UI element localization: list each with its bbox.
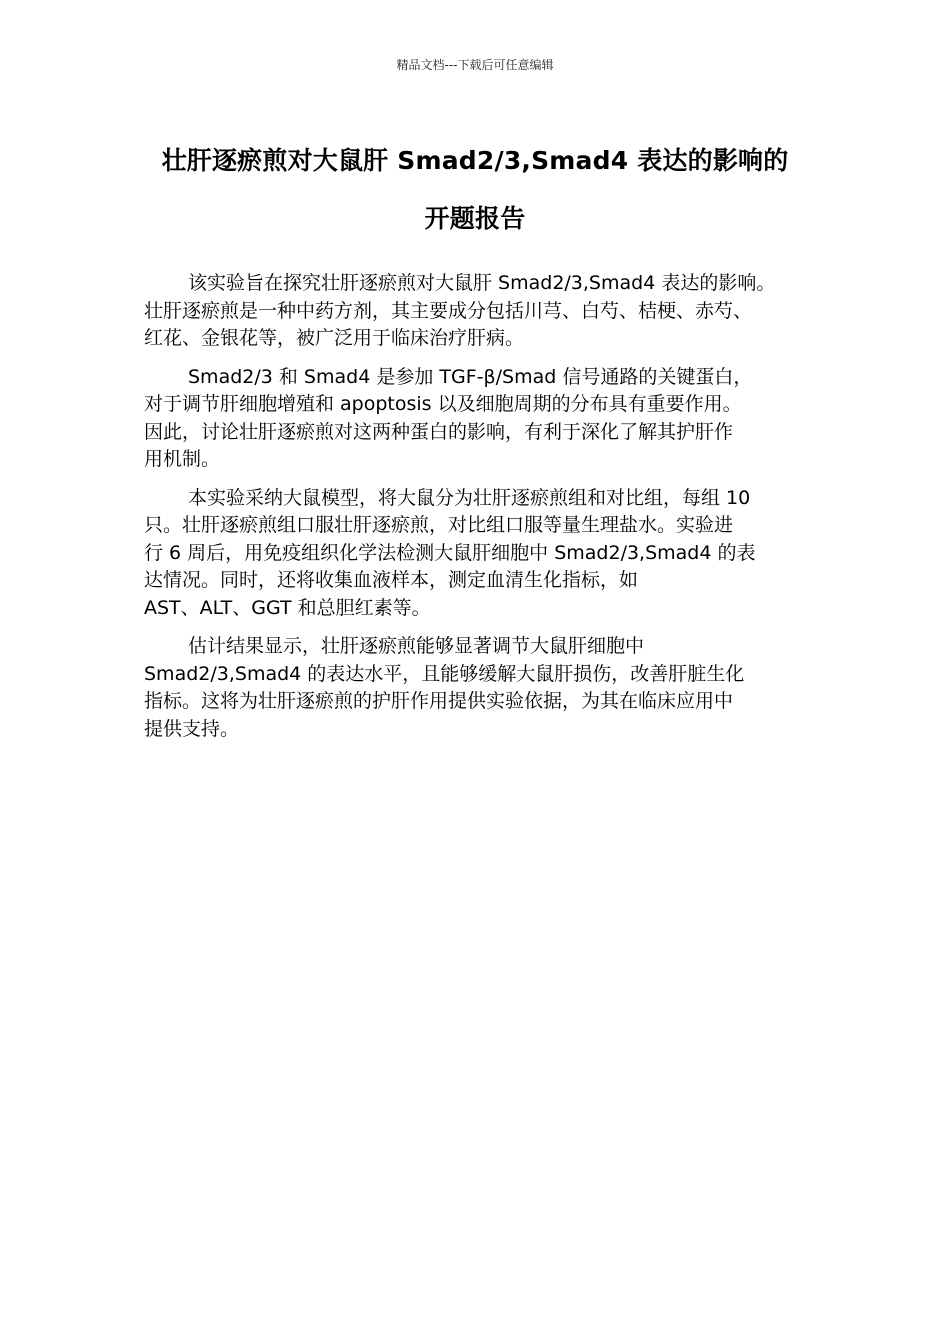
paragraph-line: AST、ALT、GGT 和总胆红素等。	[144, 596, 431, 619]
header-note: 精品文档---下载后可任意编辑	[396, 58, 554, 72]
paragraph-background	[144, 364, 812, 474]
paragraph-line: 指标。这将为壮肝逐瘀煎的护肝作用提供实验依据，为其在临床应用中	[144, 690, 734, 712]
document-body	[144, 270, 812, 754]
title-line: 壮肝逐瘀煎对大鼠肝 Smad2/3,Smad4 表达的影响的	[161, 146, 789, 175]
paragraph-line: 只。壮肝逐瘀煎组口服壮肝逐瘀煎，对比组口服等量生理盐水。实验进	[144, 514, 734, 536]
paragraph-line: 提供支持。	[144, 717, 240, 740]
paragraph-line: 红花、金银花等，被广泛用于临床治疗肝病。	[144, 327, 525, 349]
paragraph-line: Smad2/3,Smad4 的表达水平，且能够缓解大鼠肝损伤，改善肝脏生化	[144, 662, 745, 685]
paragraph-line: 估计结果显示，壮肝逐瘀煎能够显著调节大鼠肝细胞中	[188, 635, 645, 657]
paragraph-line: 对于调节肝细胞增殖和 apoptosis 以及细胞周期的分布具有重要作用。	[144, 393, 742, 415]
paragraph-purpose	[144, 270, 812, 353]
paragraph-line: 该实验旨在探究壮肝逐瘀煎对大鼠肝 Smad2/3,Smad4 表达的影响。	[188, 272, 776, 294]
paragraph-line: 因此，讨论壮肝逐瘀煎对这两种蛋白的影响，有利于深化了解其护肝作	[144, 420, 734, 443]
paragraph-line: 达情况。同时，还将收集血液样本，测定血清生化指标，如	[144, 569, 639, 591]
paragraph-line: 用机制。	[144, 448, 221, 470]
paragraph-methods	[144, 485, 812, 623]
title-line: 开题报告	[424, 204, 526, 233]
paragraph-line: 本实验采纳大鼠模型，将大鼠分为壮肝逐瘀煎组和对比组，每组 10	[188, 486, 751, 509]
paragraph-line: Smad2/3 和 Smad4 是参加 TGF-β/Smad 信号通路的关键蛋白，	[188, 365, 753, 388]
paragraph-line: 壮肝逐瘀煎是一种中药方剂，其主要成分包括川芎、白芍、桔梗、赤芍、	[144, 299, 753, 322]
paragraph-expected-results	[144, 633, 812, 743]
paragraph-line: 行 6 周后，用免疫组织化学法检测大鼠肝细胞中 Smad2/3,Smad4 的表	[144, 541, 756, 564]
document-title	[120, 132, 830, 248]
